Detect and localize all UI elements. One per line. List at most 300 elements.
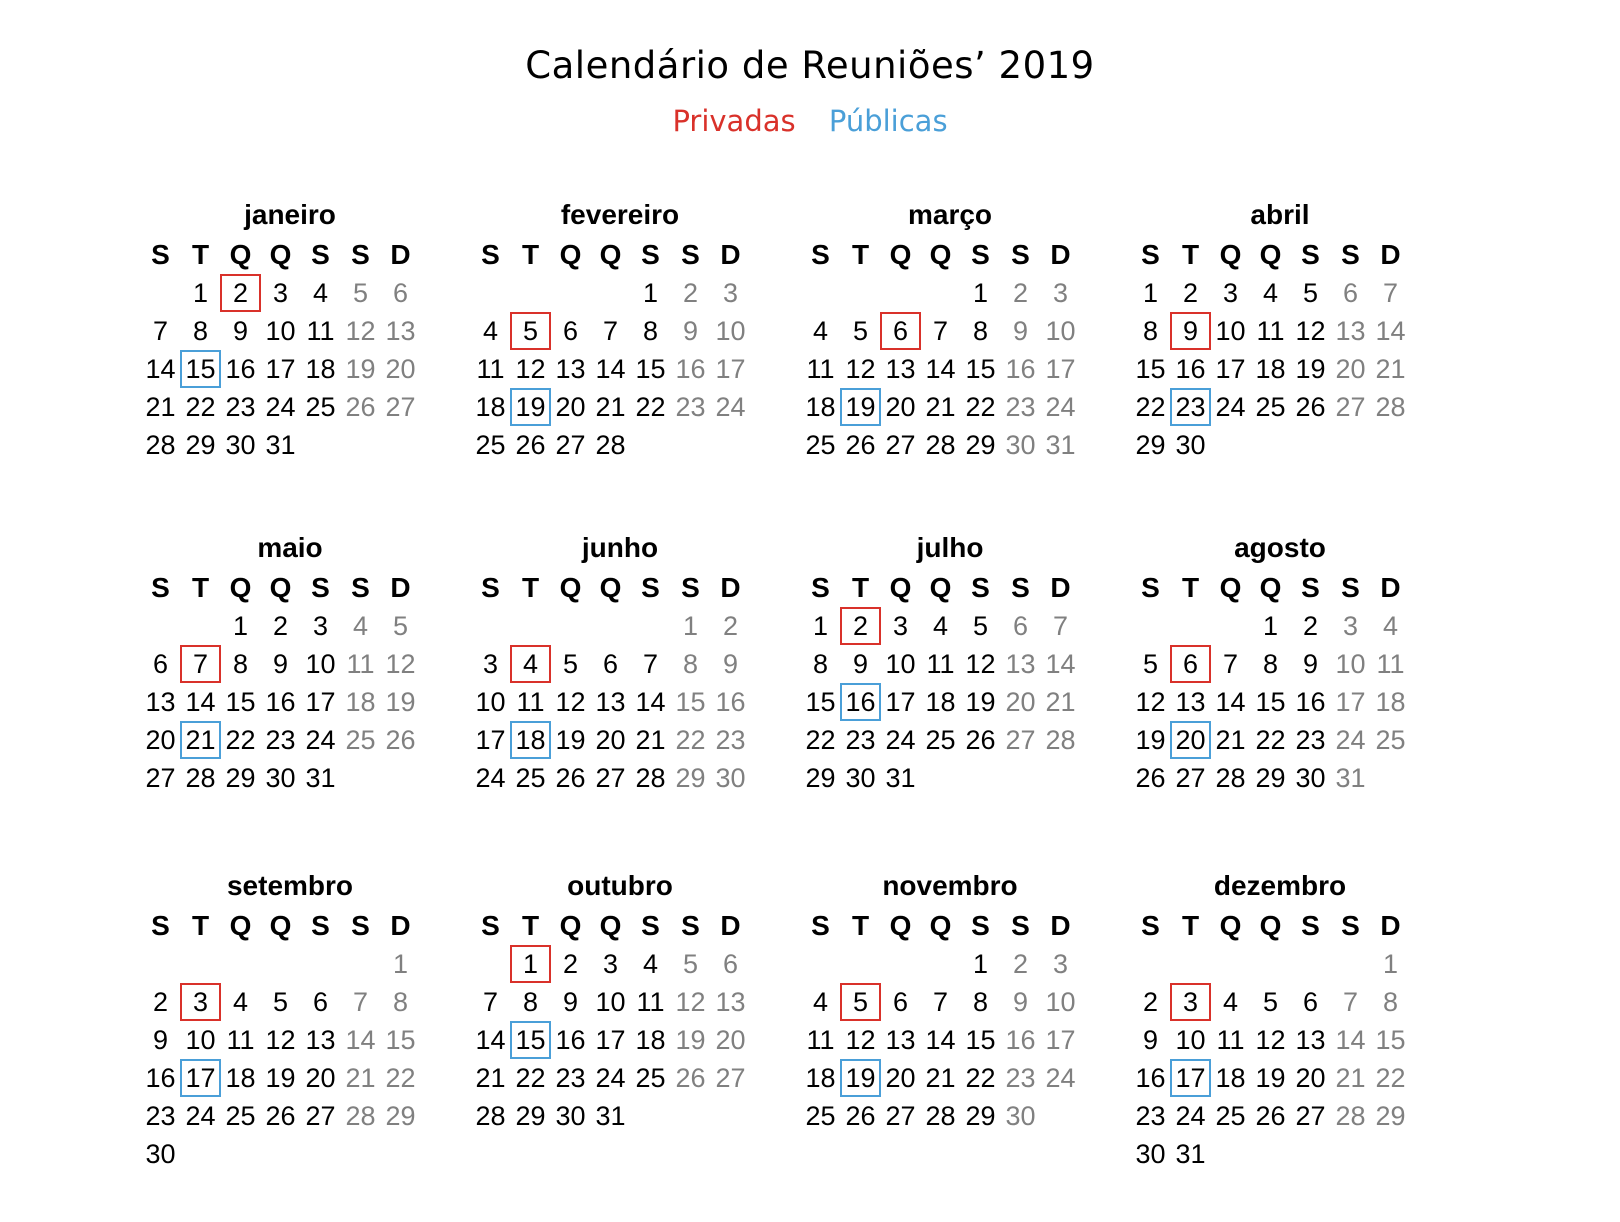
day-cell: 8 bbox=[1382, 987, 1399, 1017]
day-cell: 25 bbox=[1375, 725, 1406, 755]
day-cell: 25 bbox=[925, 725, 956, 755]
week-row bbox=[1135, 759, 1425, 797]
day-cell: 27 bbox=[1175, 763, 1206, 793]
weekday-header-row bbox=[805, 907, 1095, 945]
private-meeting-day: 5 bbox=[510, 312, 551, 350]
weekday-header: S bbox=[481, 910, 500, 941]
day-cell: 21 bbox=[345, 1063, 376, 1093]
day-cell: 3 bbox=[1052, 278, 1069, 308]
private-meeting-day: 9 bbox=[1170, 312, 1211, 350]
day-cell: 9 bbox=[1012, 987, 1029, 1017]
week-row bbox=[805, 983, 1095, 1021]
public-meeting-day: 23 bbox=[1170, 388, 1211, 426]
day-cell: 11 bbox=[1216, 1025, 1245, 1055]
day-cell: 25 bbox=[805, 430, 836, 460]
day-cell: 19 bbox=[1135, 725, 1166, 755]
week-row bbox=[145, 983, 435, 1021]
month-maio bbox=[145, 531, 435, 797]
day-cell: 8 bbox=[1142, 316, 1159, 346]
weekday-header: Q bbox=[229, 572, 252, 603]
day-cell: 30 bbox=[715, 763, 746, 793]
day-cell: 12 bbox=[385, 649, 416, 679]
week-row bbox=[475, 350, 765, 388]
day-cell: 13 bbox=[305, 1025, 336, 1055]
weekday-header: S bbox=[311, 239, 330, 270]
day-cell: 13 bbox=[1295, 1025, 1326, 1055]
month-setembro bbox=[145, 869, 435, 1173]
day-cell: 4 bbox=[932, 611, 949, 641]
weekday-header: T bbox=[191, 910, 210, 941]
day-cell: 14 bbox=[595, 354, 626, 384]
week-row bbox=[1135, 721, 1425, 759]
day-cell: 19 bbox=[555, 725, 586, 755]
day-cell: 29 bbox=[1375, 1101, 1406, 1131]
day-cell: 14 bbox=[925, 354, 956, 384]
day-cell: 14 bbox=[1045, 649, 1076, 679]
day-cell: 28 bbox=[185, 763, 216, 793]
day-cell: 19 bbox=[345, 354, 376, 384]
weekday-header: S bbox=[971, 572, 990, 603]
day-cell: 26 bbox=[1295, 392, 1326, 422]
day-cell: 11 bbox=[1256, 316, 1285, 346]
day-cell: 5 bbox=[1142, 649, 1159, 679]
month-name: setembro bbox=[226, 870, 354, 901]
month-junho bbox=[475, 531, 765, 797]
weekday-header: Q bbox=[269, 239, 292, 270]
day-cell: 20 bbox=[1005, 687, 1036, 717]
day-cell: 10 bbox=[715, 316, 746, 346]
week-row bbox=[805, 645, 1095, 683]
day-cell: 4 bbox=[1382, 611, 1399, 641]
month-name: fevereiro bbox=[560, 199, 680, 230]
day-cell: 26 bbox=[675, 1063, 706, 1093]
weekday-header: Q bbox=[1259, 239, 1282, 270]
day-cell: 26 bbox=[845, 430, 876, 460]
week-row bbox=[805, 607, 1095, 645]
week-row bbox=[1135, 350, 1425, 388]
week-row bbox=[805, 721, 1095, 759]
day-cell: 9 bbox=[1142, 1025, 1159, 1055]
week-row bbox=[145, 1059, 435, 1097]
day-cell: 10 bbox=[265, 316, 296, 346]
week-row bbox=[1135, 312, 1425, 350]
day-cell: 30 bbox=[1135, 1139, 1166, 1169]
day-cell: 1 bbox=[1382, 949, 1399, 979]
weekday-header: S bbox=[1301, 910, 1320, 941]
weekday-header: S bbox=[1141, 910, 1160, 941]
day-cell: 29 bbox=[965, 430, 996, 460]
day-cell: 6 bbox=[1302, 987, 1319, 1017]
month-name: maio bbox=[257, 532, 323, 563]
day-cell: 18 bbox=[805, 1063, 836, 1093]
day-cell: 28 bbox=[925, 430, 956, 460]
week-row bbox=[145, 645, 435, 683]
day-cell: 24 bbox=[885, 725, 916, 755]
day-cell: 13 bbox=[1175, 687, 1206, 717]
day-cell: 30 bbox=[845, 763, 876, 793]
day-cell: 21 bbox=[1335, 1063, 1366, 1093]
day-cell: 21 bbox=[1215, 725, 1246, 755]
weekday-header: S bbox=[1011, 239, 1030, 270]
private-meeting-day: 2 bbox=[220, 274, 261, 312]
day-cell: 15 bbox=[1375, 1025, 1406, 1055]
month-name: novembro bbox=[882, 870, 1018, 901]
day-cell: 8 bbox=[812, 649, 829, 679]
day-cell: 27 bbox=[555, 430, 586, 460]
weekday-header: S bbox=[351, 239, 370, 270]
day-cell: 19 bbox=[965, 687, 996, 717]
weekday-header: S bbox=[351, 910, 370, 941]
day-cell: 6 bbox=[1342, 278, 1359, 308]
day-cell: 5 bbox=[682, 949, 699, 979]
day-cell: 27 bbox=[715, 1063, 746, 1093]
day-cell: 17 bbox=[885, 687, 916, 717]
day-cell: 8 bbox=[1262, 649, 1279, 679]
day-cell: 23 bbox=[1005, 1063, 1036, 1093]
day-cell: 16 bbox=[675, 354, 706, 384]
weekday-header: Q bbox=[229, 910, 252, 941]
day-cell: 17 bbox=[1045, 354, 1076, 384]
day-cell: 29 bbox=[1135, 430, 1166, 460]
weekday-header: Q bbox=[1219, 239, 1242, 270]
day-cell: 6 bbox=[1012, 611, 1029, 641]
day-cell: 26 bbox=[1255, 1101, 1286, 1131]
month-agosto bbox=[1135, 531, 1425, 797]
public-meeting-day: 16 bbox=[840, 683, 881, 721]
week-row bbox=[475, 426, 765, 464]
day-cell: 12 bbox=[345, 316, 376, 346]
day-cell: 4 bbox=[812, 987, 829, 1017]
week-row bbox=[1135, 388, 1425, 426]
weekday-header: T bbox=[191, 572, 210, 603]
week-row bbox=[1135, 645, 1425, 683]
day-cell: 23 bbox=[225, 392, 256, 422]
legend-public-label: Públicas bbox=[828, 104, 948, 138]
month-name: agosto bbox=[1234, 532, 1326, 563]
day-cell: 25 bbox=[805, 1101, 836, 1131]
day-cell: 1 bbox=[972, 278, 989, 308]
day-cell: 20 bbox=[555, 392, 586, 422]
day-cell: 10 bbox=[595, 987, 626, 1017]
day-cell: 3 bbox=[602, 949, 619, 979]
day-cell: 28 bbox=[595, 430, 626, 460]
day-cell: 7 bbox=[1222, 649, 1239, 679]
day-cell: 22 bbox=[185, 392, 216, 422]
week-row bbox=[1135, 683, 1425, 721]
day-cell: 20 bbox=[1335, 354, 1366, 384]
day-cell: 8 bbox=[682, 649, 699, 679]
week-row bbox=[145, 426, 435, 464]
day-cell: 26 bbox=[515, 430, 546, 460]
weekday-header: S bbox=[641, 572, 660, 603]
public-meeting-day: 20 bbox=[1170, 721, 1211, 759]
day-cell: 14 bbox=[1375, 316, 1406, 346]
weekday-header: S bbox=[1011, 910, 1030, 941]
day-cell: 22 bbox=[675, 725, 706, 755]
public-meeting-day: 15 bbox=[510, 1021, 551, 1059]
weekday-header: S bbox=[971, 910, 990, 941]
day-cell: 30 bbox=[145, 1139, 176, 1169]
day-cell: 27 bbox=[385, 392, 416, 422]
day-cell: 25 bbox=[1215, 1101, 1246, 1131]
day-cell: 14 bbox=[1215, 687, 1246, 717]
day-cell: 14 bbox=[145, 354, 176, 384]
weekday-header: D bbox=[390, 239, 411, 270]
day-cell: 3 bbox=[1342, 611, 1359, 641]
weekday-header: Q bbox=[929, 239, 952, 270]
weekday-header: D bbox=[1050, 239, 1071, 270]
week-row bbox=[145, 945, 435, 983]
day-cell: 5 bbox=[562, 649, 579, 679]
day-cell: 23 bbox=[715, 725, 746, 755]
day-cell: 7 bbox=[482, 987, 499, 1017]
day-cell: 11 bbox=[226, 1025, 255, 1055]
private-meeting-day: 5 bbox=[840, 983, 881, 1021]
day-cell: 10 bbox=[475, 687, 506, 717]
day-cell: 30 bbox=[1005, 1101, 1036, 1131]
week-row bbox=[805, 350, 1095, 388]
day-cell: 27 bbox=[145, 763, 176, 793]
day-cell: 11 bbox=[806, 354, 835, 384]
day-cell: 20 bbox=[885, 392, 916, 422]
week-row bbox=[145, 1135, 435, 1173]
week-row bbox=[805, 274, 1095, 312]
day-cell: 18 bbox=[635, 1025, 666, 1055]
week-row bbox=[805, 312, 1095, 350]
day-cell: 27 bbox=[595, 763, 626, 793]
day-cell: 10 bbox=[305, 649, 336, 679]
day-cell: 25 bbox=[475, 430, 506, 460]
day-cell: 17 bbox=[715, 354, 746, 384]
legend bbox=[0, 104, 1620, 138]
weekday-header: T bbox=[851, 572, 870, 603]
weekday-header: S bbox=[151, 239, 170, 270]
day-cell: 19 bbox=[265, 1063, 296, 1093]
day-cell: 24 bbox=[1335, 725, 1366, 755]
day-cell: 19 bbox=[1295, 354, 1326, 384]
day-cell: 7 bbox=[352, 987, 369, 1017]
day-cell: 31 bbox=[885, 763, 916, 793]
week-row bbox=[145, 1021, 435, 1059]
day-cell: 22 bbox=[635, 392, 666, 422]
day-cell: 12 bbox=[555, 687, 586, 717]
day-cell: 22 bbox=[385, 1063, 416, 1093]
week-row bbox=[1135, 983, 1425, 1021]
weekday-header: S bbox=[151, 910, 170, 941]
week-row bbox=[1135, 945, 1425, 983]
private-meeting-day: 3 bbox=[1170, 983, 1211, 1021]
day-cell: 31 bbox=[1335, 763, 1366, 793]
public-meeting-day: 18 bbox=[510, 721, 551, 759]
month-name: janeiro bbox=[244, 199, 336, 230]
day-cell: 11 bbox=[346, 649, 375, 679]
private-meeting-day: 4 bbox=[510, 645, 551, 683]
week-row bbox=[805, 945, 1095, 983]
day-cell: 2 bbox=[1142, 987, 1159, 1017]
day-cell: 28 bbox=[635, 763, 666, 793]
day-cell: 8 bbox=[192, 316, 209, 346]
weekday-header-row bbox=[805, 236, 1095, 274]
month-name: abril bbox=[1250, 199, 1310, 230]
month-dezembro bbox=[1135, 869, 1425, 1173]
weekday-header: S bbox=[971, 239, 990, 270]
day-cell: 6 bbox=[602, 649, 619, 679]
day-cell: 26 bbox=[965, 725, 996, 755]
day-cell: 1 bbox=[192, 278, 209, 308]
week-row bbox=[805, 683, 1095, 721]
day-cell: 8 bbox=[522, 987, 539, 1017]
week-row bbox=[145, 388, 435, 426]
week-row bbox=[805, 1021, 1095, 1059]
day-cell: 2 bbox=[562, 949, 579, 979]
public-meeting-day: 21 bbox=[180, 721, 221, 759]
day-cell: 23 bbox=[1135, 1101, 1166, 1131]
day-cell: 22 bbox=[805, 725, 836, 755]
day-cell: 18 bbox=[1215, 1063, 1246, 1093]
day-cell: 21 bbox=[1045, 687, 1076, 717]
day-cell: 3 bbox=[1222, 278, 1239, 308]
page-title: Calendário de Reuniões’ 2019 bbox=[525, 44, 1095, 87]
day-cell: 9 bbox=[682, 316, 699, 346]
day-cell: 23 bbox=[1295, 725, 1326, 755]
day-cell: 13 bbox=[595, 687, 626, 717]
day-cell: 21 bbox=[475, 1063, 506, 1093]
day-cell: 17 bbox=[1335, 687, 1366, 717]
day-cell: 14 bbox=[1335, 1025, 1366, 1055]
day-cell: 24 bbox=[185, 1101, 216, 1131]
day-cell: 11 bbox=[306, 316, 335, 346]
day-cell: 5 bbox=[272, 987, 289, 1017]
day-cell: 24 bbox=[1215, 392, 1246, 422]
day-cell: 28 bbox=[1215, 763, 1246, 793]
weekday-header-row bbox=[145, 236, 435, 274]
day-cell: 5 bbox=[1302, 278, 1319, 308]
day-cell: 18 bbox=[225, 1063, 256, 1093]
day-cell: 10 bbox=[1045, 987, 1076, 1017]
day-cell: 16 bbox=[1135, 1063, 1166, 1093]
day-cell: 4 bbox=[1222, 987, 1239, 1017]
day-cell: 5 bbox=[972, 611, 989, 641]
day-cell: 22 bbox=[515, 1063, 546, 1093]
day-cell: 13 bbox=[145, 687, 176, 717]
weekday-header: Q bbox=[1219, 572, 1242, 603]
week-row bbox=[805, 1059, 1095, 1097]
day-cell: 4 bbox=[642, 949, 659, 979]
day-cell: 28 bbox=[145, 430, 176, 460]
day-cell: 2 bbox=[1302, 611, 1319, 641]
day-cell: 18 bbox=[925, 687, 956, 717]
day-cell: 16 bbox=[1005, 354, 1036, 384]
day-cell: 24 bbox=[595, 1063, 626, 1093]
day-cell: 11 bbox=[926, 649, 955, 679]
public-meeting-day: 17 bbox=[1170, 1059, 1211, 1097]
weekday-header: D bbox=[1380, 239, 1401, 270]
weekday-header: Q bbox=[889, 910, 912, 941]
day-cell: 19 bbox=[675, 1025, 706, 1055]
day-cell: 17 bbox=[265, 354, 296, 384]
day-cell: 10 bbox=[1175, 1025, 1206, 1055]
day-cell: 15 bbox=[635, 354, 666, 384]
day-cell: 17 bbox=[1215, 354, 1246, 384]
weekday-header: S bbox=[811, 572, 830, 603]
week-row bbox=[475, 1021, 765, 1059]
day-cell: 1 bbox=[232, 611, 249, 641]
weekday-header: T bbox=[1181, 239, 1200, 270]
weekday-header: S bbox=[681, 572, 700, 603]
day-cell: 29 bbox=[805, 763, 836, 793]
month-fevereiro bbox=[475, 198, 765, 464]
weekday-header-row bbox=[475, 907, 765, 945]
day-cell: 11 bbox=[806, 1025, 835, 1055]
legend-private-label: Privadas bbox=[672, 104, 796, 138]
day-cell: 7 bbox=[1342, 987, 1359, 1017]
month-outubro bbox=[475, 869, 765, 1135]
day-cell: 9 bbox=[152, 1025, 169, 1055]
day-cell: 16 bbox=[555, 1025, 586, 1055]
weekday-header: T bbox=[851, 910, 870, 941]
day-cell: 25 bbox=[515, 763, 546, 793]
day-cell: 26 bbox=[555, 763, 586, 793]
weekday-header: S bbox=[1301, 572, 1320, 603]
weekday-header: T bbox=[191, 239, 210, 270]
day-cell: 9 bbox=[1302, 649, 1319, 679]
weekday-header: Q bbox=[269, 910, 292, 941]
week-row bbox=[145, 683, 435, 721]
day-cell: 27 bbox=[305, 1101, 336, 1131]
day-cell: 23 bbox=[555, 1063, 586, 1093]
day-cell: 24 bbox=[715, 392, 746, 422]
day-cell: 1 bbox=[812, 611, 829, 641]
day-cell: 30 bbox=[555, 1101, 586, 1131]
day-cell: 3 bbox=[272, 278, 289, 308]
day-cell: 23 bbox=[265, 725, 296, 755]
day-cell: 14 bbox=[925, 1025, 956, 1055]
day-cell: 18 bbox=[805, 392, 836, 422]
day-cell: 6 bbox=[392, 278, 409, 308]
weekday-header: S bbox=[811, 910, 830, 941]
day-cell: 7 bbox=[152, 316, 169, 346]
day-cell: 28 bbox=[475, 1101, 506, 1131]
day-cell: 24 bbox=[475, 763, 506, 793]
day-cell: 16 bbox=[1295, 687, 1326, 717]
weekday-header: Q bbox=[1259, 910, 1282, 941]
day-cell: 29 bbox=[385, 1101, 416, 1131]
day-cell: 31 bbox=[1175, 1139, 1206, 1169]
day-cell: 7 bbox=[602, 316, 619, 346]
day-cell: 13 bbox=[1335, 316, 1366, 346]
weekday-header: S bbox=[311, 910, 330, 941]
day-cell: 8 bbox=[392, 987, 409, 1017]
week-row bbox=[1135, 426, 1425, 464]
week-row bbox=[475, 721, 765, 759]
day-cell: 12 bbox=[515, 354, 546, 384]
week-row bbox=[1135, 1059, 1425, 1097]
week-row bbox=[1135, 274, 1425, 312]
day-cell: 24 bbox=[265, 392, 296, 422]
day-cell: 28 bbox=[1045, 725, 1076, 755]
weekday-header: T bbox=[1181, 910, 1200, 941]
day-cell: 24 bbox=[1045, 1063, 1076, 1093]
public-meeting-day: 19 bbox=[840, 388, 881, 426]
day-cell: 22 bbox=[965, 1063, 996, 1093]
weekday-header: S bbox=[1341, 910, 1360, 941]
weekday-header: S bbox=[641, 239, 660, 270]
weekday-header: Q bbox=[929, 910, 952, 941]
day-cell: 16 bbox=[715, 687, 746, 717]
day-cell: 10 bbox=[185, 1025, 216, 1055]
week-row bbox=[145, 759, 435, 797]
month-name: junho bbox=[581, 532, 659, 563]
